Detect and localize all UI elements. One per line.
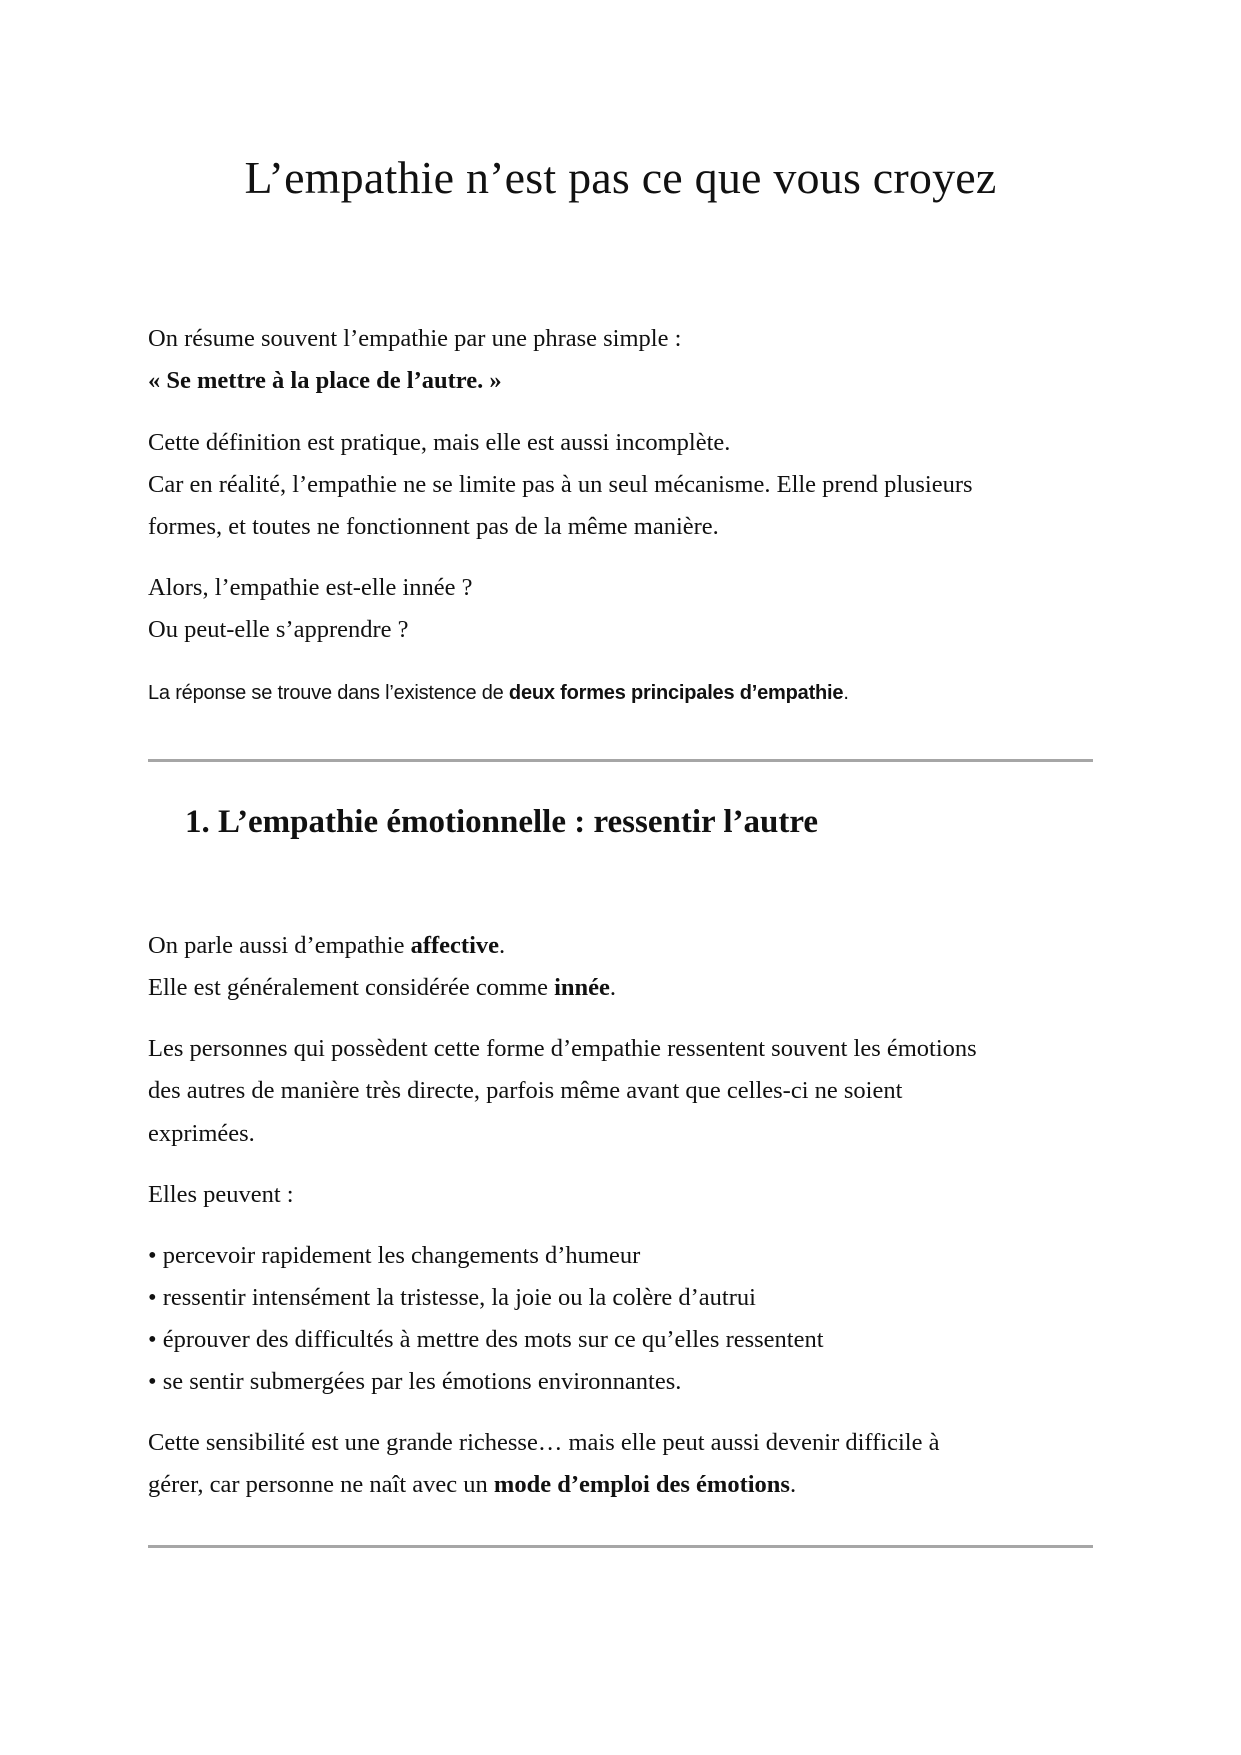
quote-text: « Se mettre à la place de l’autre. » — [148, 367, 502, 394]
emphasis-mode-emploi: mode d’emploi des émotions — [493, 1471, 790, 1498]
intro-quote — [148, 366, 502, 396]
text-run: . — [499, 932, 506, 959]
paragraph-line — [148, 931, 505, 961]
section-heading: 1. L’empathie émotionnelle : ressentir l’autre — [185, 804, 819, 840]
bullet-item: • ressentir intensément la tristesse, la joie ou la colère d’autrui — [148, 1284, 756, 1311]
document-title: L’empathie n’est pas ce que vous croyez — [244, 152, 997, 203]
text-run: Elle est généralement considérée comme — [148, 974, 555, 1001]
paragraph-line — [148, 1470, 796, 1500]
bullet-item: • éprouver des difficultés à mettre des mots sur ce qu’elles ressentent — [148, 1326, 824, 1353]
paragraph-line: des autres de manière très directe, parfois même avant que celles-ci ne soient — [148, 1077, 903, 1104]
paragraph-line: formes, et toutes ne fonctionnent pas de la même manière. — [148, 513, 719, 540]
bullet-item: • percevoir rapidement les changements d’humeur — [148, 1242, 641, 1269]
answer-suffix: . — [843, 682, 849, 704]
paragraph-line — [148, 973, 616, 1003]
emphasis-affective: affective — [410, 932, 500, 959]
answer-emphasis: deux formes principales d’empathie — [508, 682, 844, 704]
text-run: On parle aussi d’empathie — [148, 932, 411, 959]
question-line: Alors, l’empathie est-elle innée ? — [148, 574, 473, 601]
paragraph-line: Cette sensibilité est une grande richesse… mais elle peut aussi devenir difficile à — [148, 1429, 940, 1456]
answer-line — [148, 680, 849, 706]
bullet-item: • se sentir submergées par les émotions environnantes. — [148, 1368, 682, 1395]
text-run: gérer, car personne ne naît avec un — [148, 1471, 494, 1498]
horizontal-divider — [148, 1545, 1093, 1548]
question-line: Ou peut-elle s’apprendre ? — [148, 616, 409, 643]
text-run: . — [609, 974, 617, 1001]
text-run: . — [789, 1471, 797, 1498]
paragraph-line: Car en réalité, l’empathie ne se limite pas à un seul mécanisme. Elle prend plusieurs — [148, 471, 973, 498]
intro-line: On résume souvent l’empathie par une phrase simple : — [148, 325, 682, 352]
horizontal-divider — [148, 759, 1093, 762]
list-intro: Elles peuvent : — [148, 1181, 294, 1208]
paragraph-line: Cette définition est pratique, mais elle est aussi incomplète. — [148, 429, 731, 456]
paragraph-line: exprimées. — [148, 1120, 255, 1147]
paragraph-line: Les personnes qui possèdent cette forme d’empathie ressentent souvent les émotions — [148, 1035, 977, 1062]
answer-prefix: La réponse se trouve dans l’existence de — [148, 682, 509, 704]
emphasis-innee: innée — [554, 974, 610, 1001]
